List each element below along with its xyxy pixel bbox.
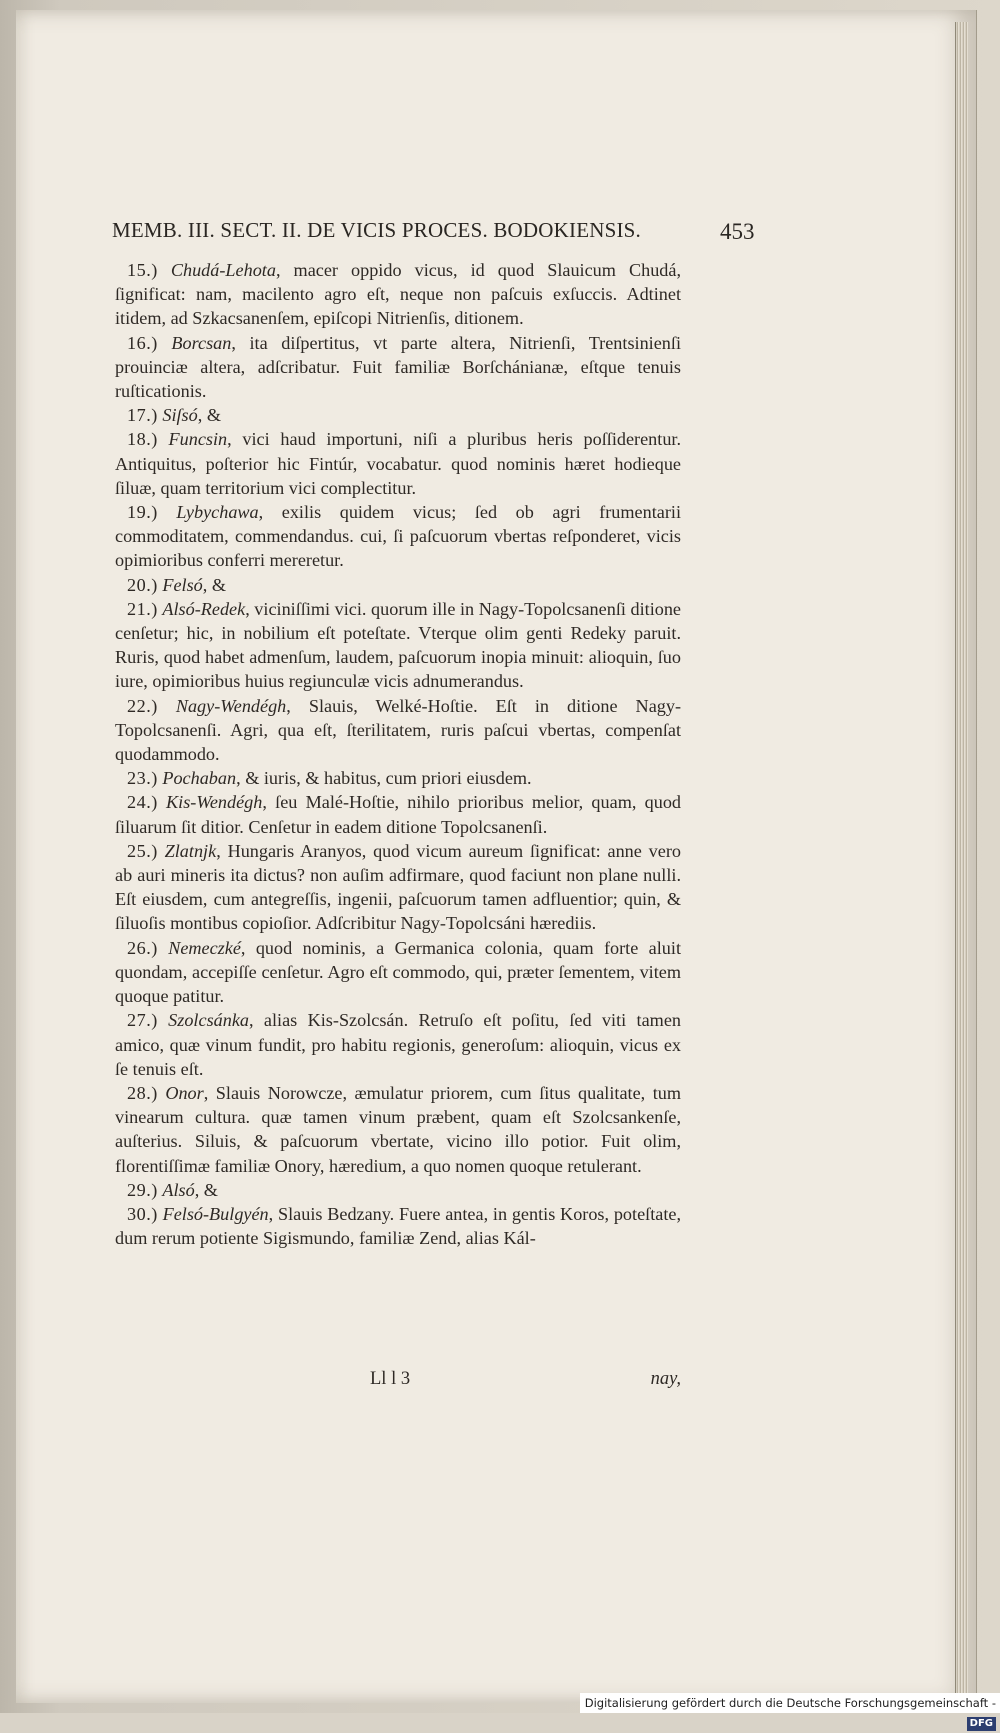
entry-16: 16.) Borcsan, ita diſpertitus, vt parte altera, Nitrienſi, Trentsinienſi prouinciæ altera, adſcribatur. Fuit familiæ Borſchánianæ, eſtque tenuis ruſticationis.: [115, 332, 682, 402]
entry-18: 18.) Funcsin, vici haud importuni, niſi a pluribus heris poſſiderentur. Antiquitus, poſterior hic Fintúr, vocabatur. quod nominis hæret hodieque ſiluæ, quam territorium vici complectitur.: [115, 429, 682, 498]
village-name: Alsó-Redek: [162, 598, 246, 619]
village-name: Felsó: [162, 574, 203, 595]
entry-21: 21.) Alsó-Redek, viciniſſimi vici. quorum ille in Nagy-Topolcsanenſi ditione cenſetur; hic, in nobilium eſt poteſtate. Vterque olim genti Redeky paruit. Ruris, quod habet admenſum, laudem, paſcuorum inopia minuit: alioquin, ſuo iure, opimioribus huius regiunculæ vicis adnumerandus.: [115, 598, 682, 692]
dfg-logo: DFG: [967, 1717, 996, 1731]
entry-22: 22.) Nagy-Wendégh, Slauis, Welké-Hoſtie. Eſt in ditione Nagy-Topolcsanenſi. Agri, qua eſt, ſterilitatem, ruris paſcui vbertas, compenſat quodammodo.: [115, 695, 682, 765]
village-name: Alsó: [162, 1179, 195, 1200]
village-name: Siſsó: [162, 405, 198, 426]
village-name: Chudá-Lehota: [170, 260, 276, 280]
entry-26: 26.) Nemeczké, quod nominis, a Germanica colonia, quam forte aluit quondam, accepiſſe cenſetur. Agro eſt commodo, qui, præter ſementem, vitem quoque patitur.: [115, 937, 682, 1007]
entry-15: 15.) Chudá-Lehota, macer oppido vicus, id quod Slauicum Chudá, ſignificat: nam, macilento agro eſt, neque non paſcuis exſuccis. Adtinet itidem, ad Szkacsanenſem, epiſcopi Nitrienſis, ditionem.: [115, 260, 682, 329]
entry-24: 24.) Kis-Wendégh, ſeu Malé-Hoſtie, nihilo prioribus melior, quam, quod ſiluarum ſit ditior. Cenſetur in eadem ditione Topolcsanenſi.: [115, 792, 682, 837]
page-edge: [955, 22, 968, 1710]
page-number: 453: [720, 219, 755, 244]
digitization-credit: [580, 1693, 1000, 1729]
entry-19: 19.) Lybychawa, exilis quidem vicus; ſed ob agri frumentarii commoditatem, commendandus. cui, ſi paſcuorum vbertas reſponderet, vicis opimioribus conferri mereretur.: [115, 502, 681, 571]
entry-20: 20.) Felsó, &: [127, 574, 227, 595]
entry-29: 29.) Alsó, &: [127, 1179, 218, 1200]
catchword: nay,: [650, 1369, 681, 1389]
main-text: [115, 258, 681, 1250]
entry-25: 25.) Zlatnjk, Hungaris Aranyos, quod vicum aureum ſignificat: anne vero ab auri mineris ita dictus? non auſim adfirmare, quod faciunt non plane nulli. Eſt eiusdem, cum antegreſſis, ingenii, paſcuorum tamen adfluentior; quin, & ſiluoſis montibus copioſior. Adſcribitur Nagy-Topolcsáni hærediis.: [115, 840, 681, 934]
running-title: MEMB. III. SECT. II. DE VICIS PROCES. BODOKIENSIS.: [112, 218, 642, 242]
village-name: Borcsan: [171, 332, 232, 353]
entry-27: 27.) Szolcsánka, alias Kis-Szolcsán. Retruſo eſt poſitu, ſed viti tamen amico, quæ vinum fundit, pro habitu regionis, generoſum: alioquin, vicus ex ſe tenuis eſt.: [115, 1010, 681, 1079]
entry-23: 23.) Pochaban, & iuris, & habitus, cum priori eiusdem.: [127, 768, 532, 789]
village-name: Onor: [165, 1082, 204, 1103]
village-name: Felsó-Bulgyén: [162, 1203, 269, 1224]
village-name: Funcsin: [168, 429, 228, 450]
village-name: Pochaban: [162, 768, 237, 789]
village-name: Nemeczké: [168, 937, 241, 958]
village-name: Nagy-Wendégh: [175, 695, 287, 716]
village-name: Zlatnjk: [164, 840, 217, 861]
village-name: Kis-Wendégh: [166, 792, 263, 813]
village-name: Szolcsánka: [168, 1010, 249, 1031]
signature-mark: Ll l 3: [370, 1369, 411, 1389]
entry-30: 30.) Felsó-Bulgyén, Slauis Bedzany. Fuere antea, in gentis Koros, poteſtate, dum rerum potiente Sigismundo, familiæ Zend, alias Kál-: [115, 1203, 682, 1249]
credit-text: Digitalisierung gefördert durch die Deutsche Forschungsgemeinschaft -: [584, 1696, 996, 1710]
entry-28: 28.) Onor, Slauis Norowcze, æmulatur priorem, cum ſitus qualitate, tum vinearum cultura. quæ tamen vinum præbent, quam eſt Szolcsankenſe, auſterius. Siluis, & paſcuorum vbertate, vicino illo potior. Fuit olim, florentiſſimæ familiæ Onory, hæredium, a quo nomen quoque retulerant.: [115, 1082, 681, 1176]
village-name: Lybychawa: [176, 502, 259, 523]
entry-17: 17.) Siſsó, &: [127, 405, 221, 426]
page-footer: [115, 1369, 681, 1393]
